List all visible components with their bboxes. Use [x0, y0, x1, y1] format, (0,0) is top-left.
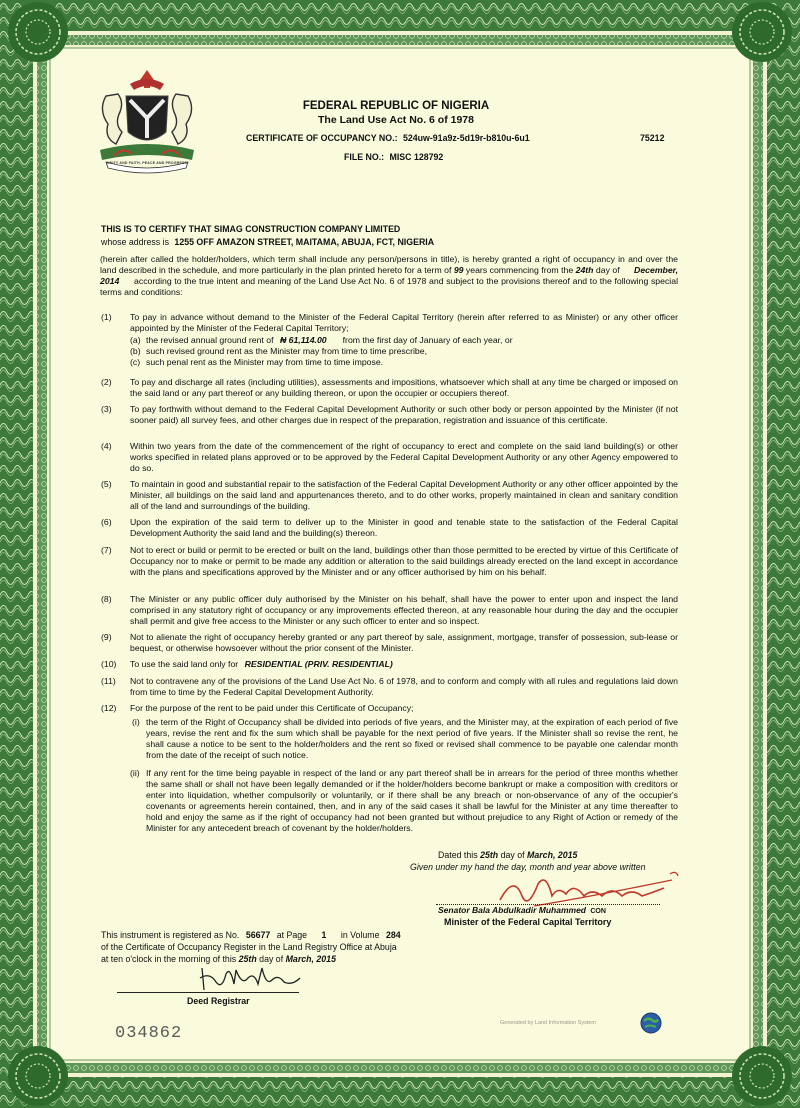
registration-volume: 284	[385, 930, 401, 940]
clause-10-number: (10)	[101, 659, 117, 669]
serial-number: 034862	[115, 1024, 183, 1043]
clause-11: Not to contravene any of the provisions of the Land Use Act No. 6 of 1978, and to conform and comply with all rules and regulations laid down from time to time by the Federal Capital Development Authority.	[130, 676, 678, 697]
given-under-hand: Given under my hand the day, month and year above written	[410, 862, 646, 872]
clause-7: Not to erect or build or permit to be erected or built on the land, buildings other than those permitted to be erected by virtue of this Certificate of Occupancy nor to make or permit to be made any addition or alteration to the said buildings already erected on the land except in accordance with the plans and specifications approved by the Minister and or any officer authorised by him on his behalf.	[130, 545, 678, 577]
commencement-day: 24th	[575, 264, 594, 275]
clause-5: To maintain in good and substantial repair to the satisfaction of the Federal Capital Development Authority or any other officer appointed by the Minister, all buildings on the said land and appurtenances thereto, and to do other works, properly maintained in clean and sanitary condition all of the land and surroundings of the building.	[130, 479, 678, 511]
file-number-label: FILE NO.:	[344, 152, 385, 162]
clause-12: For the purpose of the rent to be paid under this Certificate of Occupancy;	[130, 703, 414, 713]
clause-9: Not to alienate the right of occupancy hereby granted or any part thereof by sale, assignment, mortgage, transfer of possession, sub-lease or bequest, or otherwise howsoever without the prior consent of the Minister.	[130, 632, 678, 653]
certificate-number-label: CERTIFICATE OF OCCUPANCY NO.:	[246, 133, 398, 143]
registration-line-3: at ten o'clock in the morning of this 25th day of March, 2015	[101, 954, 336, 964]
certificate-number-line	[246, 133, 530, 143]
clause-9-number: (9)	[101, 632, 112, 642]
address-line: whose address is 1255 OFF AMAZON STREET, MAITAMA, ABUJA, FCT, NIGERIA	[101, 237, 435, 247]
corner-rosette-bottom-right	[732, 1046, 792, 1106]
clause-6-number: (6)	[101, 517, 112, 527]
land-use-type: RESIDENTIAL (PRIV. RESIDENTIAL)	[244, 659, 393, 669]
certificate-number: 524uw-91a9z-5d19r-b810u-6u1	[402, 133, 530, 143]
minister-title: Minister of the Federal Capital Territory	[444, 917, 612, 927]
clause-11-number: (11)	[101, 676, 116, 686]
clause-4-number: (4)	[101, 441, 112, 451]
clause-1-number: (1)	[101, 312, 112, 322]
clause-7-number: (7)	[101, 545, 112, 555]
minister-name-line: Senator Bala Abdulkadir Muhammed CON	[438, 905, 606, 915]
clause-12i: the term of the Right of Occupancy shall be divided into periods of five years, and the Minister may, at the expiration of each period of five years, revise the rent and fix the sum which shall be payable for the next period of five years. If the Minister shall so revise the rent, he shall cause a notice to be sent to the holder/holders and the rent so fixed or revised shall commence to be payable one calendar month from the date of the receipt of such notice.	[146, 717, 678, 760]
clause-8: The Minister or any public officer duly authorised by the Minister on his behalf, shall have the power to enter upon and inspect the land comprised in any statutory right of occupancy or any improvements effected thereon, at any reasonable hour during the day and the occupier shall permit and give free access to the Minister or any such officer to enter and so inspect.	[130, 594, 678, 626]
holder-name: SIMAG CONSTRUCTION COMPANY LIMITED	[213, 224, 401, 234]
clause-10: To use the said land only for RESIDENTIAL (PRIV. RESIDENTIAL)	[130, 659, 393, 669]
clause-2-number: (2)	[101, 377, 112, 387]
clause-3-number: (3)	[101, 404, 112, 414]
clause-3: To pay forthwith without demand to the Federal Capital Development Authority or such other body or person appointed by the Minister (if not sooner paid) all survey fees, and other charges due in respect of the preparation, registration and issuance of this certificate.	[130, 404, 678, 425]
clause-12ii-number: (ii)	[130, 768, 140, 778]
file-number-line	[344, 152, 443, 162]
coat-of-arms-motto: UNITY AND FAITH, PEACE AND PROGRESS	[106, 161, 188, 165]
clause-12-number: (12)	[101, 703, 117, 713]
generated-by: Generated by Land Information System	[500, 1020, 596, 1026]
dated-line: Dated this 25th day of March, 2015	[438, 850, 578, 860]
intro-paragraph: (herein after called the holder/holders, which term shall include any person/persons in title), is hereby granted a right of occupancy in and over the land described in the schedule, and more particularly in the plan printed hereto for a term of 99 years commencing from the 24th day of December, 2014 according to the true intent and meaning of the Land Use Act No. 6 of 1978 and subject to the provisions thereof and to the following special terms and conditions:	[100, 254, 678, 297]
coat-of-arms-icon	[92, 66, 202, 174]
deed-registrar-label: Deed Registrar	[187, 996, 250, 1006]
registration-line-1: This instrument is registered as No. 56677 at Page 1 in Volume 284	[101, 930, 401, 940]
registration-number: 56677	[245, 930, 271, 940]
ground-rent-amount: ₦ 61,114.00	[279, 335, 327, 345]
commencement-month: December, 2014	[100, 264, 678, 286]
clause-8-number: (8)	[101, 594, 112, 604]
clause-6: Upon the expiration of the said term to deliver up to the Minister in good and tenable state to the satisfaction of the Federal Capital Development Authority the said land and the building(s) thereon.	[130, 517, 678, 538]
corner-rosette-top-left	[8, 2, 68, 62]
certificate-reference: 75212	[640, 133, 665, 143]
file-number: MISC 128792	[389, 152, 444, 162]
clause-4: Within two years from the date of the commencement of the right of occupancy to erect and complete on the said land building(s) or other works specified in related plans approved or to be approved by the Federal Capital Development Authority or any other Agency empowered to do so.	[130, 441, 678, 473]
holder-address: 1255 OFF AMAZON STREET, MAITAMA, ABUJA, FCT, NIGERIA	[174, 237, 435, 247]
clause-5-number: (5)	[101, 479, 112, 489]
registration-line-2: of the Certificate of Occupancy Register in the Land Registry Office at Abuja	[101, 942, 397, 952]
term-years: 99	[453, 264, 464, 275]
minister-name: Senator Bala Abdulkadir Muhammed	[438, 905, 586, 915]
registrar-signature	[196, 960, 306, 996]
clause-2: To pay and discharge all rates (including utilities), assessments and impositions, whatsoever which shall at any time be charged or imposed on the said land or any part thereof or any building thereon, or upon the occupier or occupiers thereof.	[130, 377, 678, 398]
corner-rosette-bottom-left	[8, 1046, 68, 1106]
registration-page: 1	[321, 930, 327, 940]
republic-title: FEDERAL REPUBLIC OF NIGERIA	[302, 100, 490, 112]
globe-seal-icon	[640, 1012, 662, 1034]
certify-line: THIS IS TO CERTIFY THAT SIMAG CONSTRUCTION COMPANY LIMITED	[101, 224, 401, 234]
clause-1-subitems: (a) the revised annual ground rent of ₦ 61,114.00 from the first day of January of each year, or (b) such revised ground rent as the Minister may from time to time prescribe, (c) such penal rent as the Minister may from time to time impose.	[130, 335, 513, 367]
clause-1: To pay in advance without demand to the Minister of the Federal Capital Territory (herein after referred to as Minister) or any other officer appointed by the Minister of the Federal Capital Territory;	[130, 312, 678, 333]
act-title: The Land Use Act No. 6 of 1978	[318, 114, 474, 126]
corner-rosette-top-right	[732, 2, 792, 62]
clause-12i-number: (i)	[132, 717, 140, 727]
clause-12ii: If any rent for the time being payable in respect of the land or any part thereof shall be in arrears for the period of three months whether the same shall or shall not have been legally demanded or if the holder/holders become bankrupt or make a composition with creditors or enter into liquidation, whether compulsorily or voluntarily, or if there shall be any breach or non-observance of any of the occupier's covenants or agreements herein contained, then, and in any of the said cases it shall be lawful for the Minister at any time thereafter to hold and enjoy the same as if the right of occupancy had not been granted but without prejudice to any Right of Action or remedy of the Minister for any antecedent breach of covenant by the holder/holders.	[146, 768, 678, 833]
